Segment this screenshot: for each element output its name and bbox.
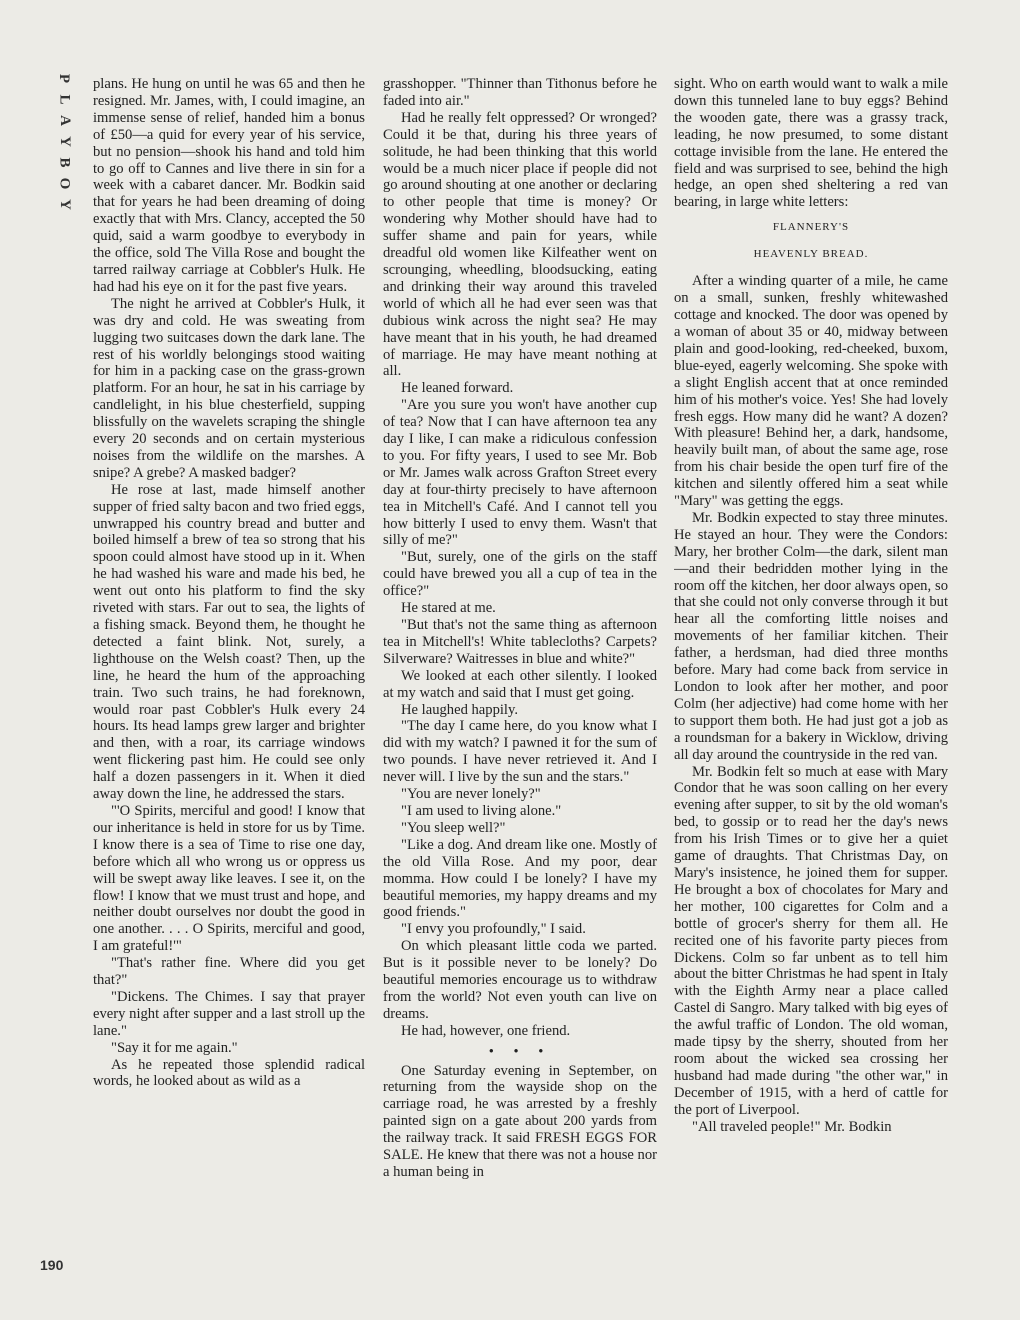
body-paragraph: "But, surely, one of the girls on the staff could have brewed you all a cup of tea in the office?" [383,549,657,600]
section-break: • • • [488,1043,552,1060]
body-paragraph: "All traveled people!" Mr. Bodkin [692,1118,892,1135]
magazine-letter: O [56,177,73,190]
body-paragraph: As he repeated those splendid radical words, he looked about as wild as a [93,1056,365,1090]
body-paragraph: After a winding quarter of a mile, he came on a small, sunken, freshly whitewashed cottage and knocked. The door was opened by a woman of about 35 or 40, midway between plain and good-looking, red-cheeked, buxom, blue-eyed, eagerly welcoming. She spoke with a slight English accent that at once reminded him of his mother's voice. Yes! She had lovely fresh eggs. How many did he want? A dozen? With pleasure! Behind her, a dark, handsome, heavily built man, of about the same age, rose from his chair beside the open turf fire of the kitchen and silently offered him a seat while "Mary" was getting the eggs. [674,273,948,510]
text-column-1 [93,76,365,1298]
body-paragraph: "Say it for me again." [111,1039,238,1056]
body-paragraph: "But that's not the same thing as afternoon tea in Mitchell's! White tablecloths? Carpets? Silverware? Waitresses in blue and white?" [383,617,657,667]
body-paragraph: He leaned forward. [401,380,514,397]
text-column-3 [674,76,948,1298]
magazine-letter: Y [56,136,73,147]
sign-text: FLANNERY'S [772,221,850,234]
body-paragraph: We looked at each other silently. I looked at my watch and said that I must get going. [383,667,657,701]
body-paragraph: "Dickens. The Chimes. I say that prayer every night after supper and a last stroll up the lane." [93,988,365,1039]
body-paragraph: He laughed happily. [401,701,518,718]
body-paragraph: He had, however, one friend. [401,1022,571,1039]
body-paragraph: "Like a dog. And dream like one. Mostly of the old Villa Rose. And my poor, dear momma. How could I be lonely? I have my beautiful memories, my happy dreams and my good friends." [383,836,657,921]
magazine-letter: B [56,157,73,168]
body-paragraph: "I am used to living alone." [401,802,562,819]
body-paragraph: He stared at me. [401,600,496,617]
body-paragraph: "'O Spirits, merciful and good! I know that our inheritance is held in store for us by Time. I know there is a sea of Time to rise one day, before which all who wrong us or oppress us will be swept away like leaves. I see it, on the flow! I know that we must trust and hope, and neither doubt ourselves nor doubt the good in one another. . . . O Spirits, merciful and good, I am grateful!'" [93,802,365,955]
body-paragraph: "Are you sure you won't have another cup of tea? Now that I can have afternoon tea any day I like, I can make a ridiculous confession to you. For fifty years, I used to see Mr. Bob or Mr. James walk across Grafton Street every day at four-thirty precisely to have afternoon tea in Mitchell's Café. And I cannot tell you how bitterly I used to envy them. Wasn't that silly of me?" [383,397,657,549]
body-paragraph: grasshopper. "Thinner than Tithonus before he faded into air." [383,76,657,109]
body-paragraph: plans. He hung on until he was 65 and then he resigned. Mr. James, with, I could imagine, an immense sense of relief, handed him a bonus of £50—a quid for every year of his service, but no pension—shook his hand and told him to go off to Cannes and live there in sin for a week with a cabaret dancer. Mr. Bodkin said that for years he had been dreaming of doing exactly that with Mrs. Clancy, accepted the 50 quid, said a warm goodbye to everybody in the office, sold The Villa Rose and bought the tarred railway carriage at Cobbler's Hulk. He had had his eye on it for the past five years. [93,76,365,295]
body-paragraph: The night he arrived at Cobbler's Hulk, it was dry and cold. He was sweating from lugging two suitcases down the dark lane. The rest of his worldly belongings stood waiting for him in a packing case on the grass-grown platform. For an hour, he sat in his carriage by candlelight, in his blue chesterfield, supping blissfully on the wavelets scraping the shingle every 20 seconds and on certain mysterious noises from the wildlife on the marshes. A snipe? A grebe? A masked badger? [93,295,365,481]
body-paragraph: He rose at last, made himself another supper of fried salty bacon and two fried eggs, unwrapped his country bread and butter and boiled himself a brew of tea so strong that his spoon could almost have stood up in it. When he had washed his ware and made his bed, he went out onto his platform to find the sky riveted with stars. Far out to sea, the lights of a fishing smack. Beyond them, he thought he detected a faint blink. Not, surely, a lighthouse on the Welsh coast? Then, up the line, he heard the hum of the approaching train. Two such trains, he had foreknown, would roar past Cobbler's Hulk every 24 hours. Its head lamps grew larger and brighter and then, with a roar, its carriage windows went flickering past him. He could see only half a dozen passengers in it. When it died away down the line, he addressed the stars. [93,481,365,803]
magazine-letter: A [56,115,73,126]
body-paragraph: "You sleep well?" [401,819,506,836]
text-column-2 [383,76,657,1298]
magazine-name-vertical [56,70,72,213]
magazine-letter: P [56,73,73,84]
body-paragraph: One Saturday evening in September, on returning from the wayside shop on the carriage road, he was arrested by a freshly painted sign on a gate about 200 yards from the railway track. It said FRESH EGGS FOR SALE. He knew that there was not a house nor a human being in [383,1062,657,1180]
body-paragraph: "That's rather fine. Where did you get that?" [93,955,365,989]
body-paragraph: "I envy you profoundly," I said. [401,921,586,938]
body-paragraph: sight. Who on earth would want to walk a mile down this tunneled lane to buy eggs? Behind the wooden gate, there was a grassy track, leading, he now presumed, to some distant cottage invisible from the lane. He entered the field and was surprised to see, behind the high hedge, an open shed sheltering a red van bearing, in large white letters: [674,76,948,211]
body-paragraph: On which pleasant little coda we parted. But is it possible never to be lonely? Do beautiful memories encourage us to withdraw from the world? Not even youth can live on dreams. [383,938,657,1022]
magazine-letter: Y [56,199,73,210]
body-paragraph: Mr. Bodkin felt so much at ease with Mary Condor that he was soon calling on her every evening after supper, to sit by the old woman's bed, to gossip or to read her the day's news from his Irish Times or to give her a quiet game of draughts. That Christmas Day, on Mary's insistence, he joined them for supper. He brought a box of chocolates for Mary and her mother, 100 cigarettes for Colm and a bottle of grocer's sherry for them all. He recited one of his favorite party pieces from Dickens. Colm so far unbent as to tell him about the bitter Christmas he had spent in Italy with the Eighth Army near a place called Castel di Sangro. Mary talked with big eyes of the awful traffic of London. The old woman, made tipsy by the sherry, shouted from her room about the wicked sea crossing her husband had made during "the other war," in December of 1915, with a herd of cattle for the port of Liverpool. [674,763,948,1118]
body-paragraph: "You are never lonely?" [401,786,541,803]
page-number: 190 [40,1257,64,1273]
body-paragraph: "The day I came here, do you know what I did with my watch? I pawned it for the sum of two pounds. I have never retrieved it. And I never will. I live by the sun and the stars." [383,718,657,786]
magazine-letter: L [56,94,73,105]
sign-text: HEAVENLY BREAD. [753,248,869,261]
body-paragraph: Had he really felt oppressed? Or wronged? Could it be that, during his three years of solitude, he had been thinking that this world would be a much nicer place if people did not go around shouting at one another or declaring to other people that time is money? Or wondering why Mother should have had to suffer shame and pain for years, while dreadful old women like Kilfeather went on scrounging, wheedling, bloodsucking, eating and drinking their way around this traveled world of which all he had ever seen was that dubious wink across the night sea? He may have meant that in his youth, he had dreamed of marriage. He may have meant nothing at all. [383,109,657,380]
body-paragraph: Mr. Bodkin expected to stay three minutes. He stayed an hour. They were the Condors: Mary, her brother Colm—the dark, silent man—and their bedridden mother lying in the room off the kitchen, her door always open, so that she could not only converse through it but hear all the comforting little noises and movements of her familiar kitchen. Their father, a herdsman, had died three months before. Mary had come back from service in London to look after her mother, and poor Colm (her adjective) had come home with her to support them both. He had just got a job as a roundsman for a bakery in Wicklow, driving all day around the countryside in the red van. [674,509,948,763]
